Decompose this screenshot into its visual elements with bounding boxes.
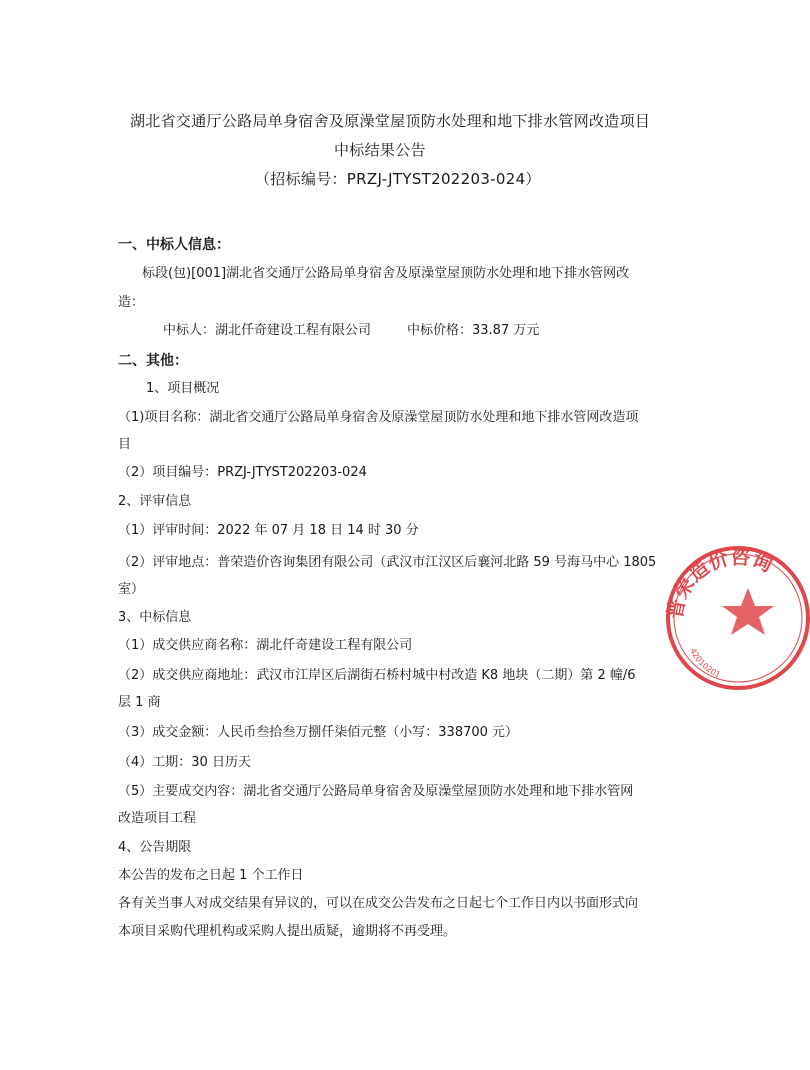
company-seal-icon [660,540,810,690]
seal-text: 普荣造价咨询 [662,544,777,621]
bid-section-line-2: 造： [118,295,145,310]
supplier-address-line-2: 层 1 商 [118,695,161,710]
project-name-line-2: 目 [118,437,132,452]
seal-star-icon [722,588,774,635]
subheading-review-info: 2、评审信息 [118,494,192,509]
section-2-heading: 二、其他： [118,353,188,369]
title-line-2: 中标结果公告 [334,141,426,159]
subheading-notice-period: 4、公告期限 [118,840,192,855]
construction-period: （4）工期：30 日历天 [118,755,251,770]
bid-section-line-1: 标段(包)[001]湖北省交通厅公路局单身宿舍及原澡堂屋顶防水处理和地下排水管网改 [142,266,630,281]
seal-code: 42010201 [688,646,722,680]
review-location-line-1: （2）评审地点：普荣造价咨询集团有限公司（武汉市江汉区后襄河北路 59 号海马中心 1805 [118,555,657,570]
notice-period-text: 本公告的发布之日起 1 个工作日 [118,868,304,883]
winner-name: 中标人：湖北仟奇建设工程有限公司 [163,323,372,338]
section-1-heading: 一、中标人信息： [118,237,230,253]
contract-amount: （3）成交金额：人民币叁拾叁万捌仟柒佰元整（小写：338700 元） [118,725,519,740]
winner-price: 中标价格：33.87 万元 [407,323,540,338]
subheading-award-info: 3、中标信息 [118,610,192,625]
objection-text-line-2: 本项目采购代理机构或采购人提出质疑，逾期将不再受理。 [118,924,457,939]
main-content-line-1: （5）主要成交内容：湖北省交通厅公路局单身宿舍及原澡堂屋顶防水处理和地下排水管网 [118,784,634,799]
review-time: （1）评审时间：2022 年 07 月 18 日 14 时 30 分 [118,523,419,538]
title-line-1: 湖北省交通厅公路局单身宿舍及原澡堂屋顶防水处理和地下排水管网改造项目 [130,112,651,130]
supplier-name: （1）成交供应商名称：湖北仟奇建设工程有限公司 [118,638,413,653]
project-number: （2）项目编号：PRZJ-JTYST202203-024 [118,465,367,480]
review-location-line-2: 室） [118,582,145,597]
title-line-3: （招标编号：PRZJ-JTYST202203-024） [255,170,541,188]
subheading-project-overview: 1、项目概况 [146,381,220,396]
main-content-line-2: 改造项目工程 [118,811,197,826]
supplier-address-line-1: （2）成交供应商地址：武汉市江岸区后湖街石桥村城中村改造 K8 地块（二期）第 2 幢/6 [118,668,636,683]
project-name-line-1: （1)项目名称：湖北省交通厅公路局单身宿舍及原澡堂屋顶防水处理和地下排水管网改造项 [118,410,639,425]
objection-text-line-1: 各有关当事人对成交结果有异议的，可以在成交公告发布之日起七个工作日内以书面形式向 [118,896,639,911]
